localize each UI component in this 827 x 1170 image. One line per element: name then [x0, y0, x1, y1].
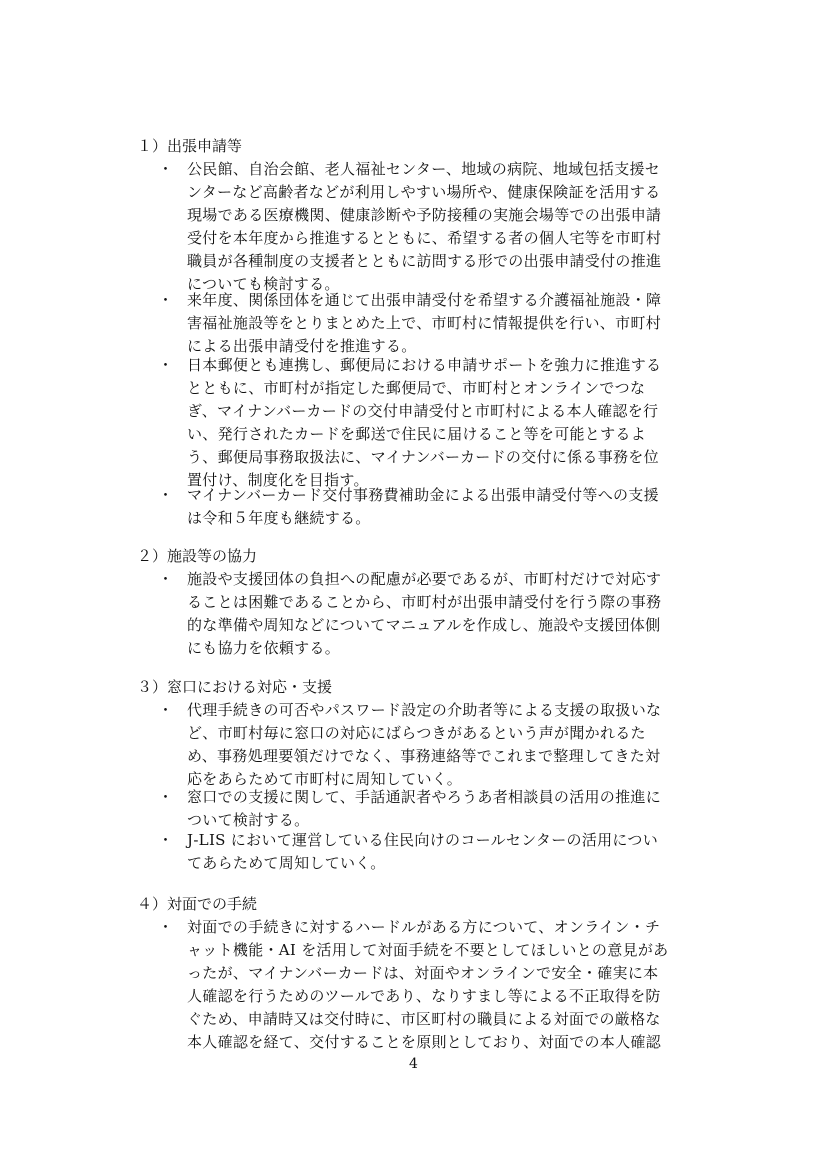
section-heading: ３）窓口における対応・支援 [137, 678, 333, 696]
page-number: 4 [409, 1056, 418, 1072]
bullet-marker: ・ [158, 831, 174, 849]
bullet-text: 窓口での支援に関して、手話通訳者やろうあ者相談員の活用の推進に ついて検討する。 [187, 788, 662, 829]
bullet-text: 施設や支援団体の負担への配慮が必要であるが、市町村だけで対応す ることは困難であることから、市町村が出張申請受付を行う際の事務 的な準備や周知などについてマニュアルを作成し、施設や支援団体側 にも協力を依頼する。 [187, 570, 662, 657]
bullet-text: マイナンバーカード交付事務費補助金による出張申請受付等への支援 は令和５年度も継続する。 [187, 486, 659, 527]
bullet-marker: ・ [158, 356, 174, 374]
bullet-text: J-LIS において運営している住民向けのコールセンターの活用につい てあらためて周知していく。 [187, 831, 659, 872]
section-heading: ２）施設等の協力 [137, 547, 258, 565]
section-heading: ４）対面での手続 [137, 895, 258, 913]
bullet-marker: ・ [158, 701, 174, 719]
bullet-marker: ・ [158, 160, 174, 178]
bullet-text: 来年度、関係団体を通じて出張申請受付を希望する介護福祉施設・障 害福祉施設等をとりまとめた上で、市町村に情報提供を行い、市町村 による出張申請受付を推進する。 [187, 291, 662, 355]
bullet-marker: ・ [158, 788, 174, 806]
bullet-marker: ・ [158, 918, 174, 936]
bullet-text: 日本郵便とも連携し、郵便局における申請サポートを強力に推進する とともに、市町村が指定した郵便局で、市町村とオンラインでつな ぎ、マイナンバーカードの交付申請受付と市町村による本人確認を行 い、発行されたカードを郵送で住民に届けること等を可能とするよ う、郵便局事務取扱法に、マイナンバーカードの交付に係る事務を位 置付け、制度化を目指す。 [187, 356, 662, 489]
bullet-text: 対面での手続きに対するハードルがある方について、オンライン・チ ャット機能・AI を活用して対面手続を不要としてほしいとの意見があ ったが、マイナンバーカードは、対面やオンラインで安全・確実に本 人確認を行うためのツールであり、なりすまし等による不正取得を防 ぐため、申請時又は交付時に、市区町村の職員による対面での厳格な 本人確認を経て、交付することを原則としており、対面での本人確認 [187, 918, 669, 1051]
section-heading: １）出張申請等 [137, 137, 243, 155]
bullet-text: 代理手続きの可否やパスワード設定の介助者等による支援の取扱いな ど、市町村毎に窓口の対応にばらつきがあるという声が聞かれるた め、事務処理要領だけでなく、事務連絡等でこれまで整理してきた対 応をあらためて市町村に周知していく。 [187, 701, 662, 788]
bullet-marker: ・ [158, 291, 174, 309]
bullet-marker: ・ [158, 570, 174, 588]
bullet-marker: ・ [158, 486, 174, 504]
bullet-text: 公民館、自治会館、老人福祉センター、地域の病院、地域包括支援セ ンターなど高齢者などが利用しやすい場所や、健康保険証を活用する 現場である医療機関、健康診断や予防接種の実施会場等での出張申請 受付を本年度から推進するとともに、希望する者の個人宅等を市町村 職員が各種制度の支援者とともに訪問する形での出張申請受付の推進 についても検討する。 [187, 160, 662, 293]
